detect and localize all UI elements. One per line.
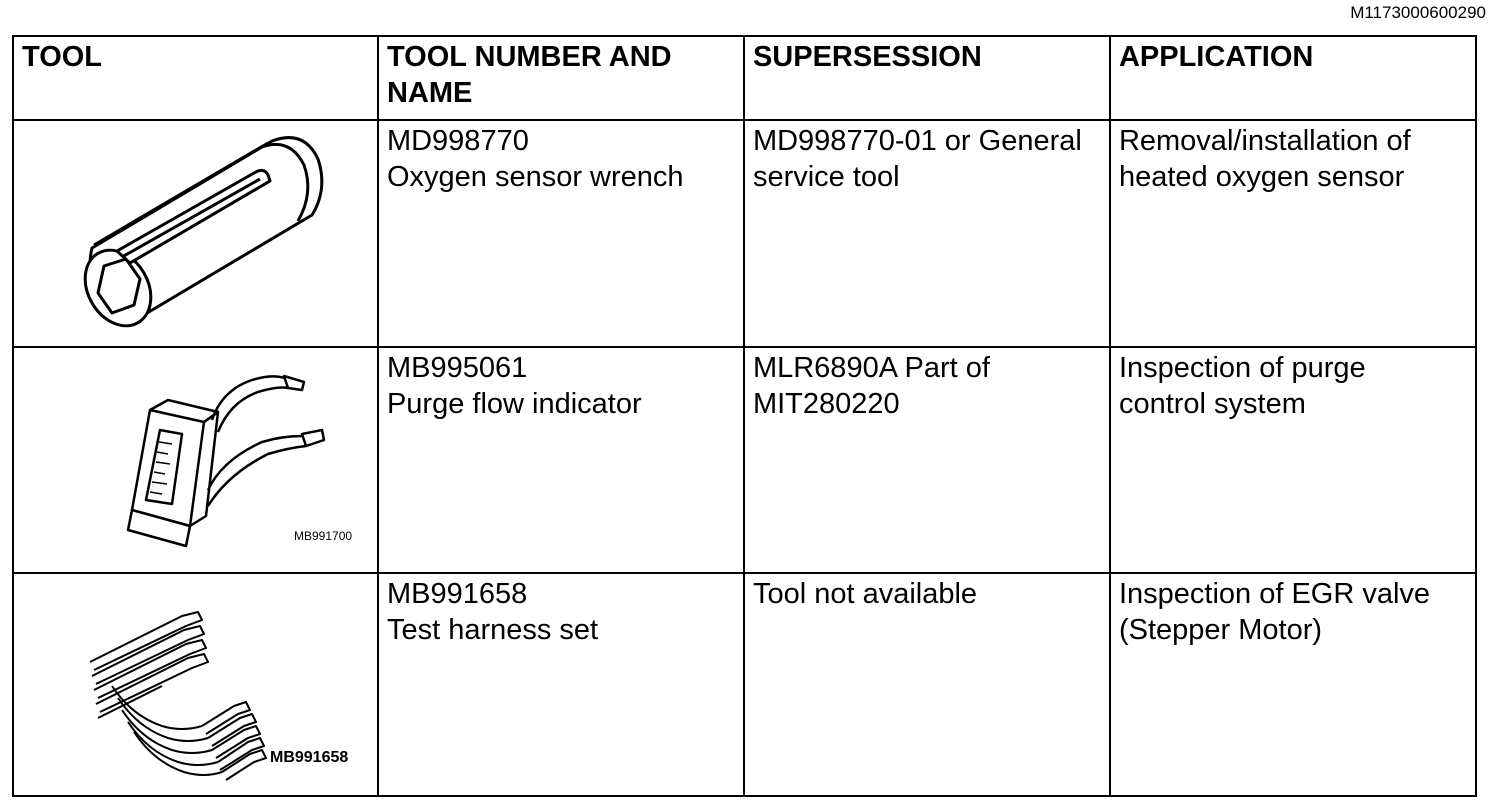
application-line1: Inspection of EGR valve [1118, 578, 1431, 610]
tool-number-name-cell [378, 120, 744, 347]
tool-image-cell [13, 573, 378, 796]
tool-number: MD998770 [386, 125, 529, 157]
header-tool: TOOL [13, 36, 378, 120]
supersession-cell [744, 347, 1110, 573]
tool-number: MB995061 [386, 352, 528, 384]
document-code: M1173000600290 [1350, 3, 1486, 22]
supersession-cell [744, 120, 1110, 347]
tool-name: Purge flow indicator [386, 388, 642, 420]
header-number-name-line2: NAME [386, 77, 473, 109]
tool-number: MB991658 [386, 578, 528, 610]
application-line2: control system [1118, 388, 1306, 420]
application-cell [1110, 347, 1476, 573]
table-row [13, 347, 1476, 573]
tool-number-name-cell [378, 573, 744, 796]
header-supersession: SUPERSESSION [744, 36, 1110, 120]
table-row [13, 120, 1476, 347]
header-tool-number-and-name [378, 36, 744, 120]
header-application: APPLICATION [1110, 36, 1476, 120]
supersession-line1: MLR6890A Part of [752, 352, 990, 384]
table-row [13, 573, 1476, 796]
header-number-name-line1: TOOL NUMBER AND [386, 41, 672, 73]
supersession-line1: MD998770-01 or General [752, 125, 1082, 157]
tool-name: Test harness set [386, 614, 599, 646]
application-line1: Inspection of purge [1118, 352, 1366, 384]
supersession-cell [744, 573, 1110, 796]
oxygen-sensor-wrench-icon [22, 123, 370, 344]
header-row [13, 36, 1476, 120]
tool-image-cell [13, 120, 378, 347]
application-line2: heated oxygen sensor [1118, 161, 1405, 193]
tool-image-cell [13, 347, 378, 573]
special-tools-table [12, 35, 1477, 797]
purge-flow-indicator-icon [22, 350, 370, 570]
tool-name: Oxygen sensor wrench [386, 161, 684, 193]
application-line2: (Stepper Motor) [1118, 614, 1323, 646]
figure-label: MB991700 [294, 529, 353, 543]
test-harness-set-icon [22, 576, 370, 793]
tool-number-name-cell [378, 347, 744, 573]
figure-label: MB991658 [270, 749, 349, 766]
supersession-line2: service tool [752, 161, 900, 193]
supersession-line2: MIT280220 [752, 388, 900, 420]
supersession-line1: Tool not available [752, 578, 978, 610]
application-cell [1110, 573, 1476, 796]
application-line1: Removal/installation of [1118, 125, 1411, 157]
application-cell [1110, 120, 1476, 347]
